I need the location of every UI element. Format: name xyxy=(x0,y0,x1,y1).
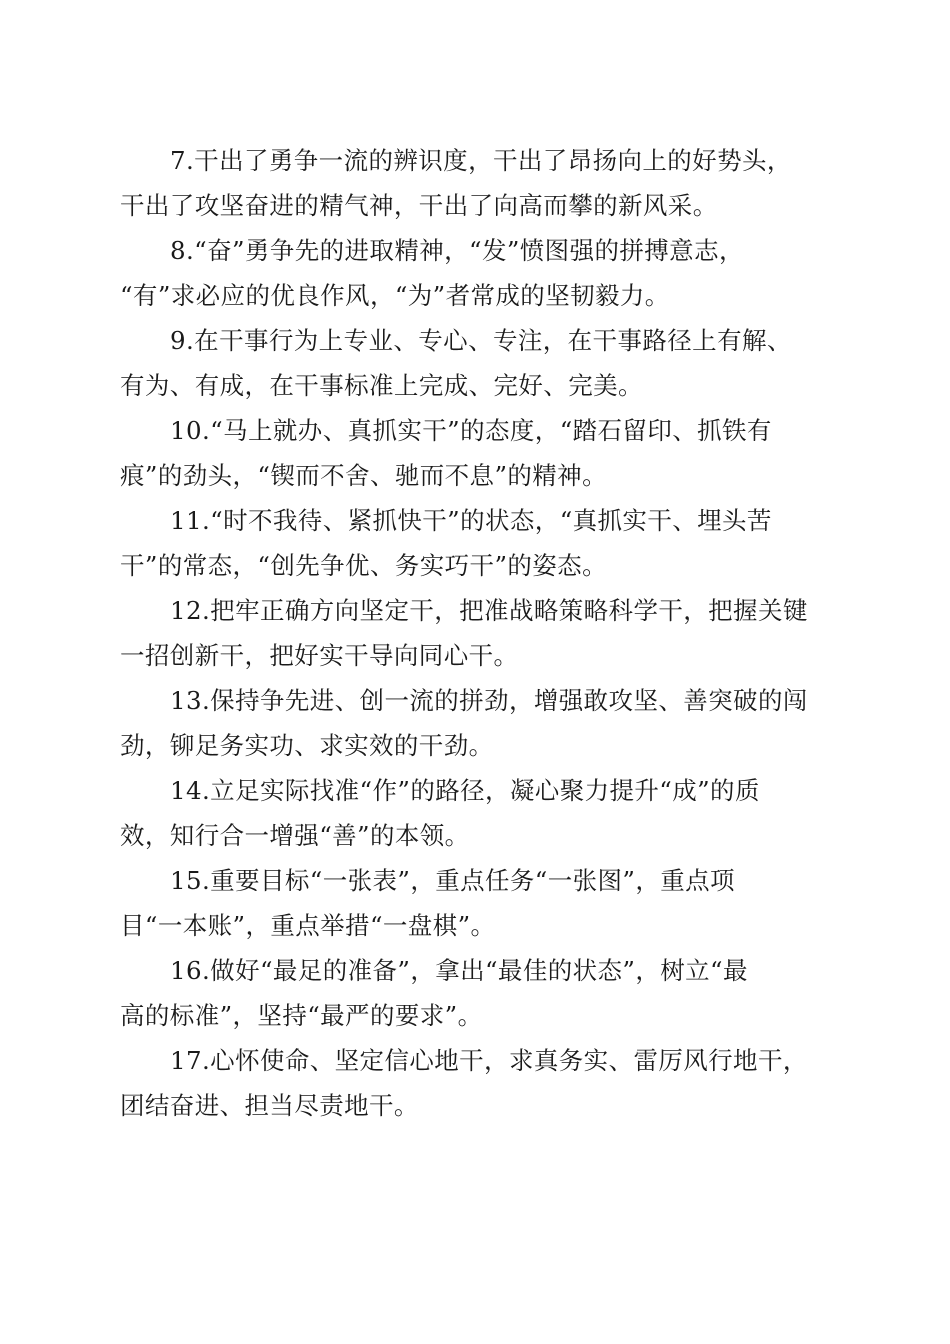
paragraph-line: 17.心怀使命、坚定信心地干，求真务实、雷厉风行地干， xyxy=(170,1046,808,1075)
paragraph-7 xyxy=(120,138,830,228)
paragraph-line: 效，知行合一增强“善”的本领。 xyxy=(120,821,470,850)
paragraph-line: 12.把牢正确方向坚定干，把准战略策略科学干，把握关键 xyxy=(170,596,808,625)
paragraph-line: 痕”的劲头，“锲而不舍、驰而不息”的精神。 xyxy=(120,461,607,490)
paragraph-line: 9.在干事行为上专业、专心、专注，在干事路径上有解、 xyxy=(170,326,792,355)
paragraph-line: 16.做好“最足的准备”，拿出“最佳的状态”，树立“最 xyxy=(170,956,748,985)
paragraph-8 xyxy=(120,228,830,318)
paragraph-line: 10.“马上就办、真抓实干”的态度，“踏石留印、抓铁有 xyxy=(170,416,772,445)
paragraph-line: 8.“奋”勇争先的进取精神，“发”愤图强的拼搏意志， xyxy=(170,236,744,265)
paragraph-line: 一招创新干，把好实干导向同心干。 xyxy=(120,641,519,670)
paragraph-line: 团结奋进、担当尽责地干。 xyxy=(120,1091,419,1120)
paragraph-line: 有为、有成，在干事标准上完成、完好、完美。 xyxy=(120,371,643,400)
paragraph-16 xyxy=(120,948,830,1038)
paragraph-line: 11.“时不我待、紧抓快干”的状态，“真抓实干、埋头苦 xyxy=(170,506,772,535)
paragraph-17 xyxy=(120,1038,830,1128)
paragraph-line: 14.立足实际找准“作”的路径，凝心聚力提升“成”的质 xyxy=(170,776,760,805)
paragraph-14 xyxy=(120,768,830,858)
paragraph-line: “有”求必应的优良作风，“为”者常成的坚韧毅力。 xyxy=(120,281,670,310)
paragraph-line: 干”的常态，“创先争优、务实巧干”的姿态。 xyxy=(120,551,607,580)
paragraph-9 xyxy=(120,318,830,408)
paragraph-line: 13.保持争先进、创一流的拼劲，增强敢攻坚、善突破的闯 xyxy=(170,686,808,715)
paragraph-13 xyxy=(120,678,830,768)
paragraph-line: 干出了攻坚奋进的精气神，干出了向高而攀的新风采。 xyxy=(120,191,718,220)
paragraph-line: 7.干出了勇争一流的辨识度，干出了昂扬向上的好势头， xyxy=(170,146,792,175)
paragraph-line: 目“一本账”，重点举措“一盘棋”。 xyxy=(120,911,496,940)
document-body xyxy=(120,138,830,1128)
paragraph-line: 高的标准”，坚持“最严的要求”。 xyxy=(120,1001,483,1030)
paragraph-10 xyxy=(120,408,830,498)
paragraph-15 xyxy=(120,858,830,948)
paragraph-12 xyxy=(120,588,830,678)
paragraph-11 xyxy=(120,498,830,588)
paragraph-line: 15.重要目标“一张表”，重点任务“一张图”，重点项 xyxy=(170,866,735,895)
paragraph-line: 劲，铆足务实功、求实效的干劲。 xyxy=(120,731,494,760)
